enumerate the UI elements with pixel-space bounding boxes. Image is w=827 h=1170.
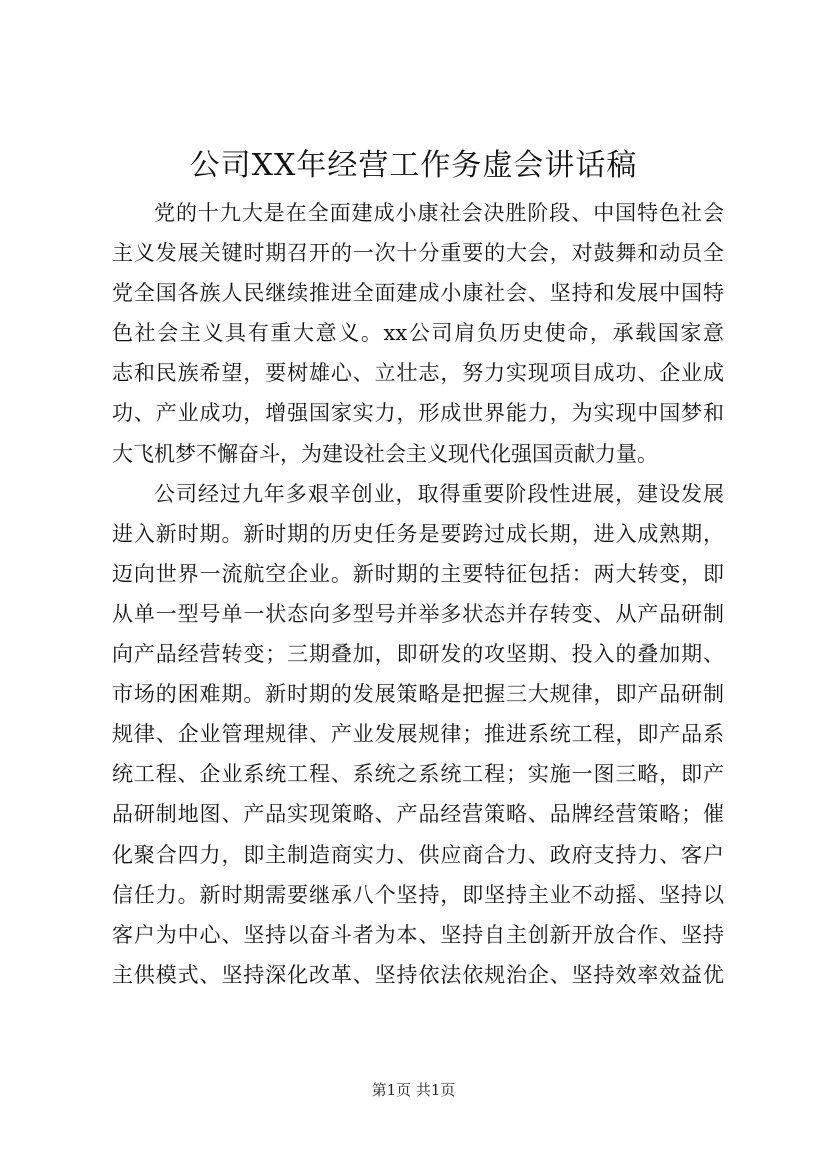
text-line: 向产品经营转变；三期叠加，即研发的攻坚期、投入的叠加期、 xyxy=(112,642,724,667)
text-line: 党全国各族人民继续推进全面建成小康社会、坚持和发展中国特 xyxy=(112,281,724,306)
text-line: 市场的困难期。新时期的发展策略是把握三大规律，即产品研制 xyxy=(112,682,724,707)
text-line: 客户为中心、坚持以奋斗者为本、坚持自主创新开放合作、坚持 xyxy=(112,922,724,947)
text-line: 主义发展关键时期召开的一次十分重要的大会，对鼓舞和动员全 xyxy=(112,241,724,266)
document-title: 公司XX年经营工作务虚会讲话稿 xyxy=(189,148,638,183)
document-body xyxy=(112,193,724,995)
text-line: 功、产业成功，增强国家实力，形成世界能力，为实现中国梦和 xyxy=(112,401,724,426)
text-line: 规律、企业管理规律、产业发展规律；推进系统工程，即产品系 xyxy=(112,722,724,747)
text-line: 志和民族希望，要树雄心、立壮志，努力实现项目成功、企业成 xyxy=(112,361,724,386)
text-line: 品研制地图、产品实现策略、产品经营策略、品牌经营策略；催 xyxy=(112,802,724,827)
page-number-footer: 第1页 共1页 xyxy=(371,1081,456,1099)
text-line: 公司经过九年多艰辛创业，取得重要阶段性进展，建设发展 xyxy=(154,481,724,506)
text-line: 迈向世界一流航空企业。新时期的主要特征包括：两大转变，即 xyxy=(112,561,724,586)
text-line: 统工程、企业系统工程、系统之系统工程；实施一图三略，即产 xyxy=(112,762,724,787)
text-line: 色社会主义具有重大意义。xx公司肩负历史使命，承载国家意 xyxy=(112,321,724,346)
text-line: 进入新时期。新时期的历史任务是要跨过成长期，进入成熟期， xyxy=(112,521,724,546)
text-line: 从单一型号单一状态向多型号并举多状态并存转变、从产品研制 xyxy=(112,601,724,626)
text-line: 信任力。新时期需要继承八个坚持，即坚持主业不动摇、坚持以 xyxy=(112,882,724,907)
text-line: 党的十九大是在全面建成小康社会决胜阶段、中国特色社会 xyxy=(154,201,724,225)
text-line: 主供模式、坚持深化改革、坚持依法依规治企、坚持效率效益优 xyxy=(112,962,724,987)
text-line: 化聚合四力，即主制造商实力、供应商合力、政府支持力、客户 xyxy=(112,842,724,867)
text-line: 大飞机梦不懈奋斗，为建设社会主义现代化强国贡献力量。 xyxy=(112,441,658,466)
